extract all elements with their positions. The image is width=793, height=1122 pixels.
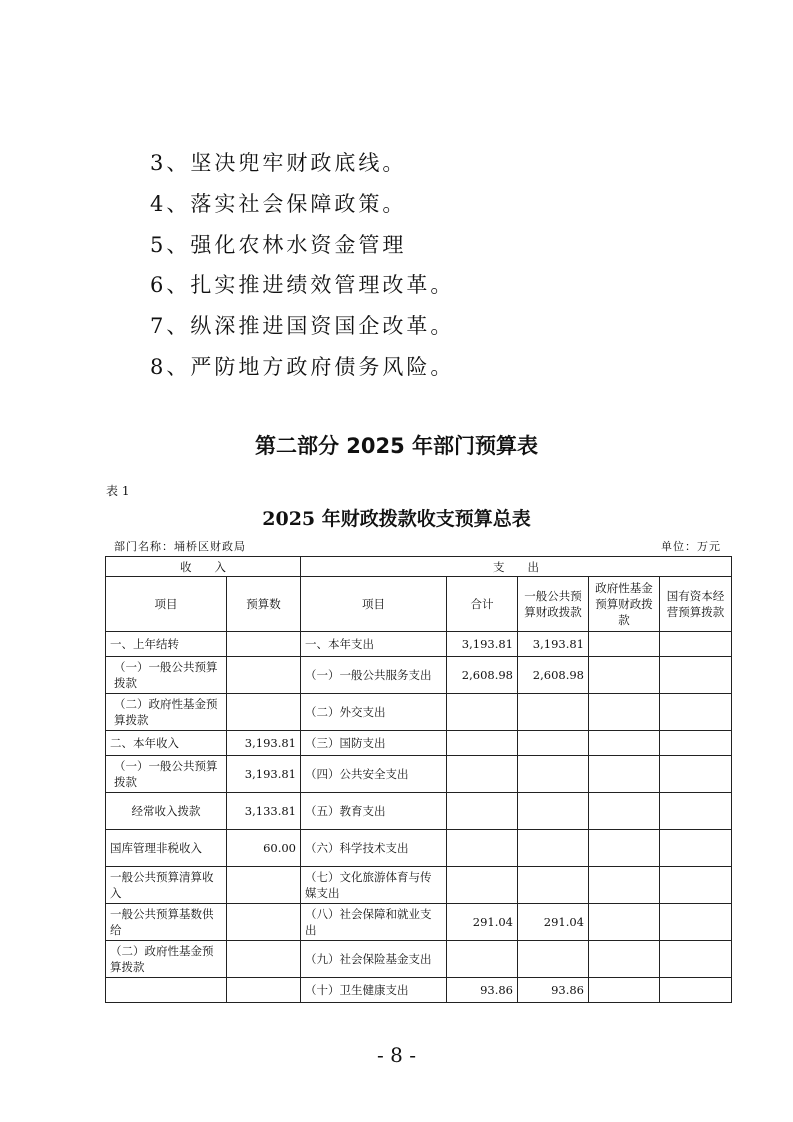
table-cell: 3,193.81: [518, 632, 589, 657]
table-cell: [447, 830, 518, 867]
column-header: 一般公共预算财政拨款: [518, 577, 589, 632]
budget-table: [105, 556, 732, 1003]
expense-header: 支 出: [301, 557, 732, 577]
table-cell: （七）文化旅游体育与传媒支出: [301, 867, 447, 904]
table-cell: 经常收入拨款: [106, 793, 227, 830]
table-cell: 一、上年结转: [106, 632, 227, 657]
department-label: 部门名称：埇桥区财政局: [114, 540, 246, 553]
table-cell: [447, 731, 518, 756]
table-cell: 3,133.81: [227, 793, 301, 830]
table-cell: [227, 632, 301, 657]
part-title: 第二部分 2025 年部门预算表: [254, 434, 539, 458]
list-item: 5、强化农林水资金管理: [150, 232, 407, 257]
column-header: 项目: [301, 577, 447, 632]
table-cell: [589, 632, 660, 657]
table-cell: [518, 793, 589, 830]
table-row: [106, 793, 732, 830]
table-cell: [660, 694, 732, 731]
table-cell: 国库管理非税收入: [106, 830, 227, 867]
table-cell: （六）科学技术支出: [301, 830, 447, 867]
table-cell: [589, 793, 660, 830]
table-row: [106, 756, 732, 793]
table-cell: （八）社会保障和就业支出: [301, 904, 447, 941]
table-cell: 二、本年收入: [106, 731, 227, 756]
table-cell: 3,193.81: [227, 731, 301, 756]
table-cell: [660, 793, 732, 830]
table-row: [106, 904, 732, 941]
table-row: [106, 694, 732, 731]
table-cell: [660, 941, 732, 978]
table-cell: （三）国防支出: [301, 731, 447, 756]
table-cell: 3,193.81: [227, 756, 301, 793]
table-cell: [589, 756, 660, 793]
table-cell: （一）一般公共预算拨款: [106, 756, 227, 793]
table-cell: 一、本年支出: [301, 632, 447, 657]
list-item: 4、落实社会保障政策。: [150, 191, 407, 216]
table-cell: 一般公共预算基数供给: [106, 904, 227, 941]
table-cell: （二）外交支出: [301, 694, 447, 731]
column-header: 项目: [106, 577, 227, 632]
table-cell: [447, 867, 518, 904]
table-cell: 2,608.98: [518, 657, 589, 694]
table-cell: [447, 793, 518, 830]
table-cell: [227, 694, 301, 731]
table-cell: [660, 731, 732, 756]
table-cell: （四）公共安全支出: [301, 756, 447, 793]
table-cell: [660, 978, 732, 1003]
table-cell: [660, 830, 732, 867]
table-cell: 93.86: [518, 978, 589, 1003]
table-row: [106, 867, 732, 904]
table-cell: [447, 694, 518, 731]
table-cell: [589, 657, 660, 694]
page-number: - 8 -: [377, 1043, 416, 1067]
table-cell: [518, 731, 589, 756]
column-header-row: [106, 577, 732, 632]
table-cell: [518, 694, 589, 731]
table-cell: [227, 904, 301, 941]
table-cell: [518, 941, 589, 978]
table-cell: 2,608.98: [447, 657, 518, 694]
table-cell: [518, 830, 589, 867]
income-header: 收 入: [106, 557, 301, 577]
list-item: 8、严防地方政府债务风险。: [150, 354, 455, 379]
table-cell: [227, 941, 301, 978]
table-cell: （一）一般公共预算拨款: [106, 657, 227, 694]
table-cell: [227, 978, 301, 1003]
table-cell: 一般公共预算清算收入: [106, 867, 227, 904]
table-cell: 60.00: [227, 830, 301, 867]
column-header: 国有资本经营预算拨款: [660, 577, 732, 632]
table-cell: 3,193.81: [447, 632, 518, 657]
table-cell: [660, 657, 732, 694]
measures-list: [150, 146, 454, 391]
table-row: [106, 941, 732, 978]
table-cell: （九）社会保险基金支出: [301, 941, 447, 978]
table-cell: [447, 941, 518, 978]
table-cell: [589, 731, 660, 756]
table-cell: （十）卫生健康支出: [301, 978, 447, 1003]
table-cell: [589, 830, 660, 867]
column-header: 政府性基金预算财政拨款: [589, 577, 660, 632]
table-cell: [518, 867, 589, 904]
table-cell: [227, 657, 301, 694]
column-header: 预算数: [227, 577, 301, 632]
table-cell: [227, 867, 301, 904]
list-item: 6、扎实推进绩效管理改革。: [150, 273, 455, 298]
table-row: [106, 978, 732, 1003]
table-row: [106, 657, 732, 694]
table-cell: （五）教育支出: [301, 793, 447, 830]
table-cell: 291.04: [447, 904, 518, 941]
table-cell: [660, 632, 732, 657]
table-cell: 291.04: [518, 904, 589, 941]
table-row: [106, 731, 732, 756]
list-item: 3、坚决兜牢财政底线。: [150, 151, 407, 175]
table-cell: [660, 756, 732, 793]
table-cell: [589, 904, 660, 941]
table-row: [106, 632, 732, 657]
table-cell: [589, 694, 660, 731]
table-cell: [447, 756, 518, 793]
table-cell: [660, 867, 732, 904]
table-cell: [589, 978, 660, 1003]
table-header-row: [106, 557, 732, 577]
unit-label: 单位：万元: [661, 540, 721, 553]
table-cell: [518, 756, 589, 793]
table-cell: 93.86: [447, 978, 518, 1003]
table-cell: （二）政府性基金预算拨款: [106, 941, 227, 978]
column-header: 合计: [447, 577, 518, 632]
table-cell: （一）一般公共服务支出: [301, 657, 447, 694]
table-row: [106, 830, 732, 867]
table-cell: [660, 904, 732, 941]
table-cell: [589, 867, 660, 904]
table-cell: [589, 941, 660, 978]
list-item: 7、纵深推进国资国企改革。: [150, 314, 455, 339]
table-cell: [106, 978, 227, 1003]
table-number: 表 1: [106, 484, 130, 498]
table-title: 2025 年财政拨款收支预算总表: [262, 508, 531, 530]
table-cell: （二）政府性基金预算拨款: [106, 694, 227, 731]
